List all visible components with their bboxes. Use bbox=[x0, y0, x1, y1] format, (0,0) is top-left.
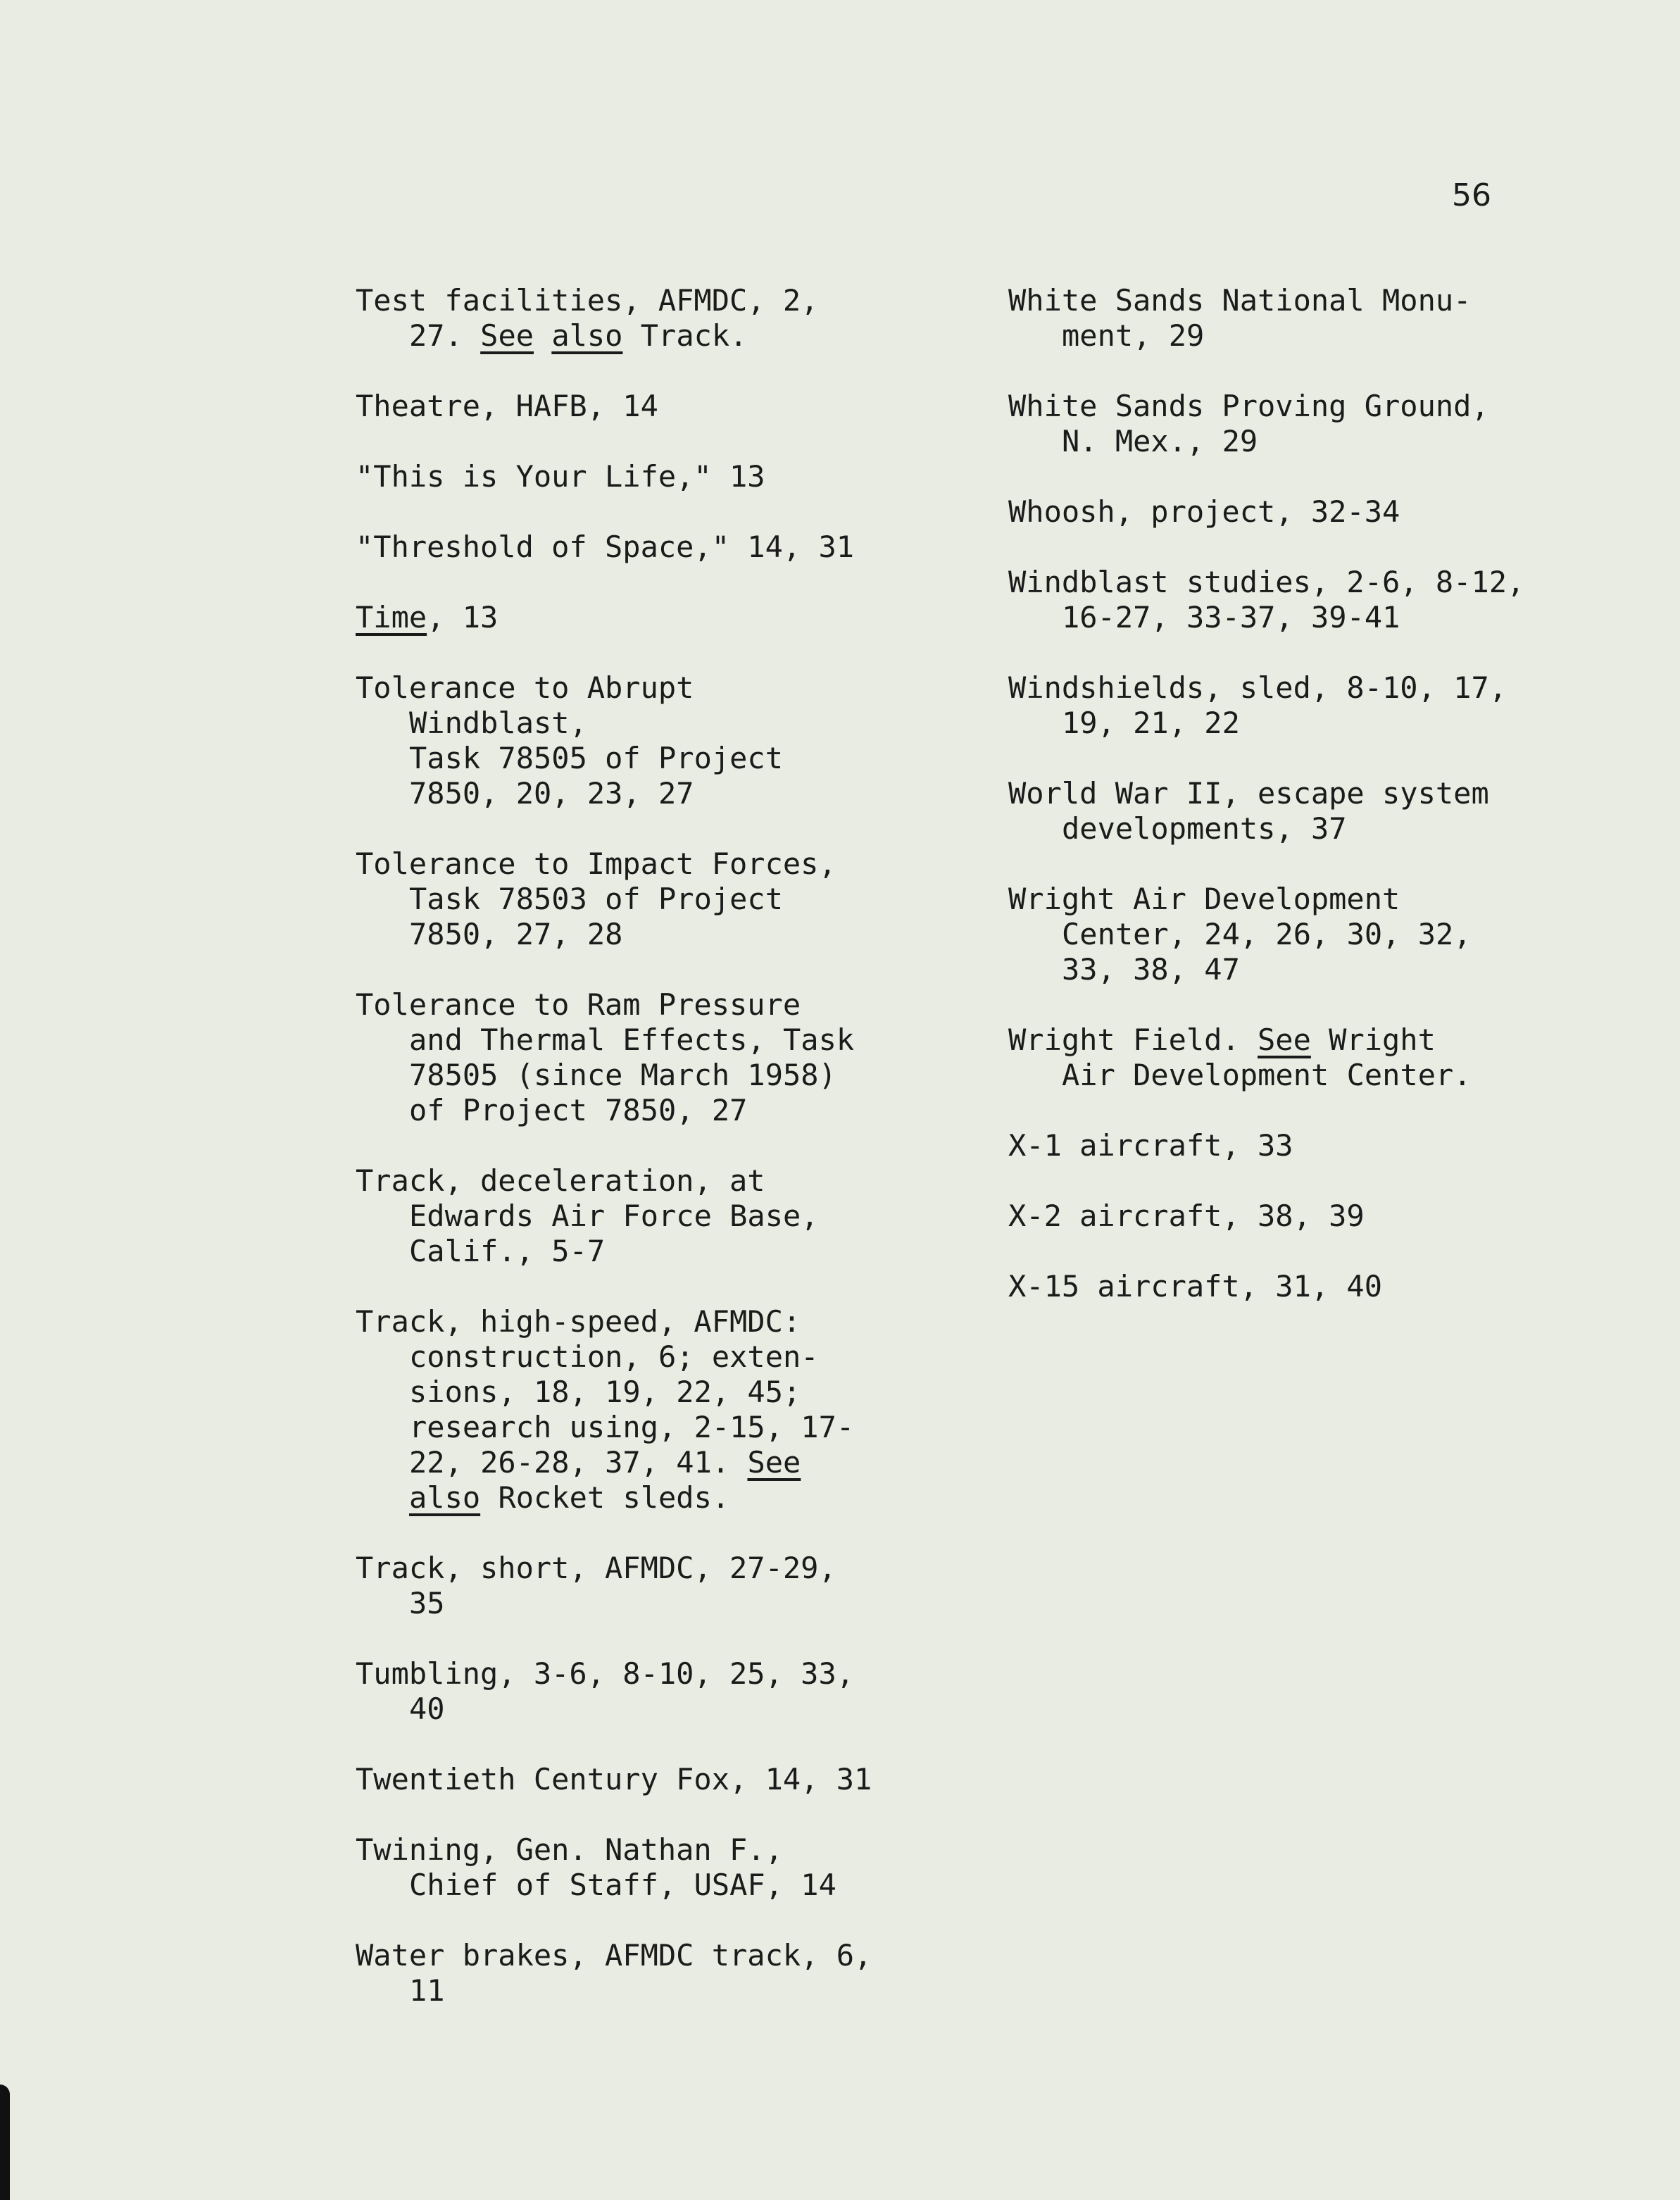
index-column-right bbox=[1008, 283, 1572, 1339]
entry-text: "This is Your Life," 13 bbox=[356, 459, 765, 494]
index-entry bbox=[1008, 565, 1572, 635]
entry-text: Windblast studies, 2-6, 8-12, 16-27, 33-37, 39-41 bbox=[1008, 565, 1525, 635]
index-entry bbox=[1008, 494, 1572, 530]
index-column-left bbox=[356, 283, 877, 2044]
entry-text: Track, short, AFMDC, 27-29, 35 bbox=[356, 1551, 836, 1620]
entry-text: Windshields, sled, 8-10, 17, 19, 21, 22 bbox=[1008, 670, 1507, 740]
index-entry bbox=[1008, 1128, 1572, 1163]
index-entry bbox=[1008, 670, 1572, 741]
index-entry bbox=[356, 459, 877, 494]
entry-text: X-2 aircraft, 38, 39 bbox=[1008, 1199, 1365, 1233]
underlined-text: also bbox=[551, 318, 623, 353]
index-entry bbox=[356, 1551, 877, 1621]
index-entry bbox=[356, 1832, 877, 1903]
entry-text: Whoosh, project, 32-34 bbox=[1008, 494, 1400, 529]
index-entry bbox=[1008, 389, 1572, 459]
entry-text: Theatre, HAFB, 14 bbox=[356, 389, 658, 423]
entry-text: World War II, escape system developments, 37 bbox=[1008, 776, 1489, 846]
index-entry bbox=[356, 846, 877, 952]
index-entry bbox=[356, 530, 877, 565]
entry-text: , 13 bbox=[427, 600, 499, 635]
index-entry bbox=[1008, 1199, 1572, 1234]
underlined-text: Time bbox=[356, 600, 427, 635]
index-entry bbox=[1008, 1269, 1572, 1304]
entry-text: Twining, Gen. Nathan F., Chief of Staff, USAF, 14 bbox=[356, 1832, 836, 1902]
underlined-text: also bbox=[409, 1480, 481, 1515]
index-entry bbox=[356, 670, 877, 811]
entry-text: Wright Air Development Center. bbox=[1062, 1023, 1472, 1092]
index-entry bbox=[356, 283, 877, 354]
index-entry bbox=[356, 1762, 877, 1797]
entry-text: Water brakes, AFMDC track, 6, 11 bbox=[356, 1938, 872, 2008]
entry-text: "Threshold of Space," 14, 31 bbox=[356, 530, 855, 564]
underlined-text: See bbox=[747, 1445, 801, 1480]
entry-text: Tolerance to Abrupt Windblast, Task 78505 of Project 7850, 20, 23, 27 bbox=[356, 670, 784, 811]
entry-text: Tolerance to Ram Pressure and Thermal Effects, Task 78505 (since March 1958) of Project 7850, 27 bbox=[356, 987, 855, 1127]
index-entry bbox=[1008, 283, 1572, 354]
index-entry bbox=[356, 1938, 877, 2008]
entry-text bbox=[534, 318, 551, 353]
index-entry bbox=[356, 987, 877, 1128]
index-entry bbox=[356, 1163, 877, 1269]
entry-text: Rocket sleds. bbox=[480, 1480, 730, 1515]
entry-text: White Sands National Monu- ment, 29 bbox=[1008, 283, 1472, 353]
entry-text: Track, deceleration, at Edwards Air Force Base, Calif., 5-7 bbox=[356, 1163, 819, 1268]
page-number: 56 bbox=[1452, 177, 1491, 213]
entry-text: Test facilities, AFMDC, 2, 27. bbox=[356, 283, 819, 353]
entry-text: Wright Air Development Center, 24, 26, 30, 32, 33, 38, 47 bbox=[1008, 882, 1472, 987]
entry-text: White Sands Proving Ground, N. Mex., 29 bbox=[1008, 389, 1489, 458]
index-entry bbox=[356, 389, 877, 424]
entry-text: Tolerance to Impact Forces, Task 78503 of Project 7850, 27, 28 bbox=[356, 846, 836, 951]
entry-text: Tumbling, 3-6, 8-10, 25, 33, 40 bbox=[356, 1656, 855, 1726]
index-entry bbox=[1008, 776, 1572, 846]
index-entry bbox=[1008, 1023, 1572, 1093]
entry-text: X-15 aircraft, 31, 40 bbox=[1008, 1269, 1383, 1304]
entry-text: Wright Field. bbox=[1008, 1023, 1258, 1057]
index-entry bbox=[356, 1656, 877, 1727]
index-entry bbox=[356, 600, 877, 635]
entry-text: Track. bbox=[622, 318, 748, 353]
index-entry bbox=[356, 1304, 877, 1515]
underlined-text: See bbox=[1258, 1023, 1311, 1057]
entry-text: Twentieth Century Fox, 14, 31 bbox=[356, 1762, 872, 1796]
entry-text: Track, high-speed, AFMDC: construction, 6; exten- sions, 18, 19, 22, 45; research using, 2-15, 17- 22, 26-28, 37, 41. bbox=[356, 1304, 855, 1480]
index-entry bbox=[1008, 882, 1572, 987]
page-edge-shadow bbox=[0, 2085, 10, 2200]
underlined-text: See bbox=[480, 318, 534, 353]
entry-text: X-1 aircraft, 33 bbox=[1008, 1128, 1293, 1163]
